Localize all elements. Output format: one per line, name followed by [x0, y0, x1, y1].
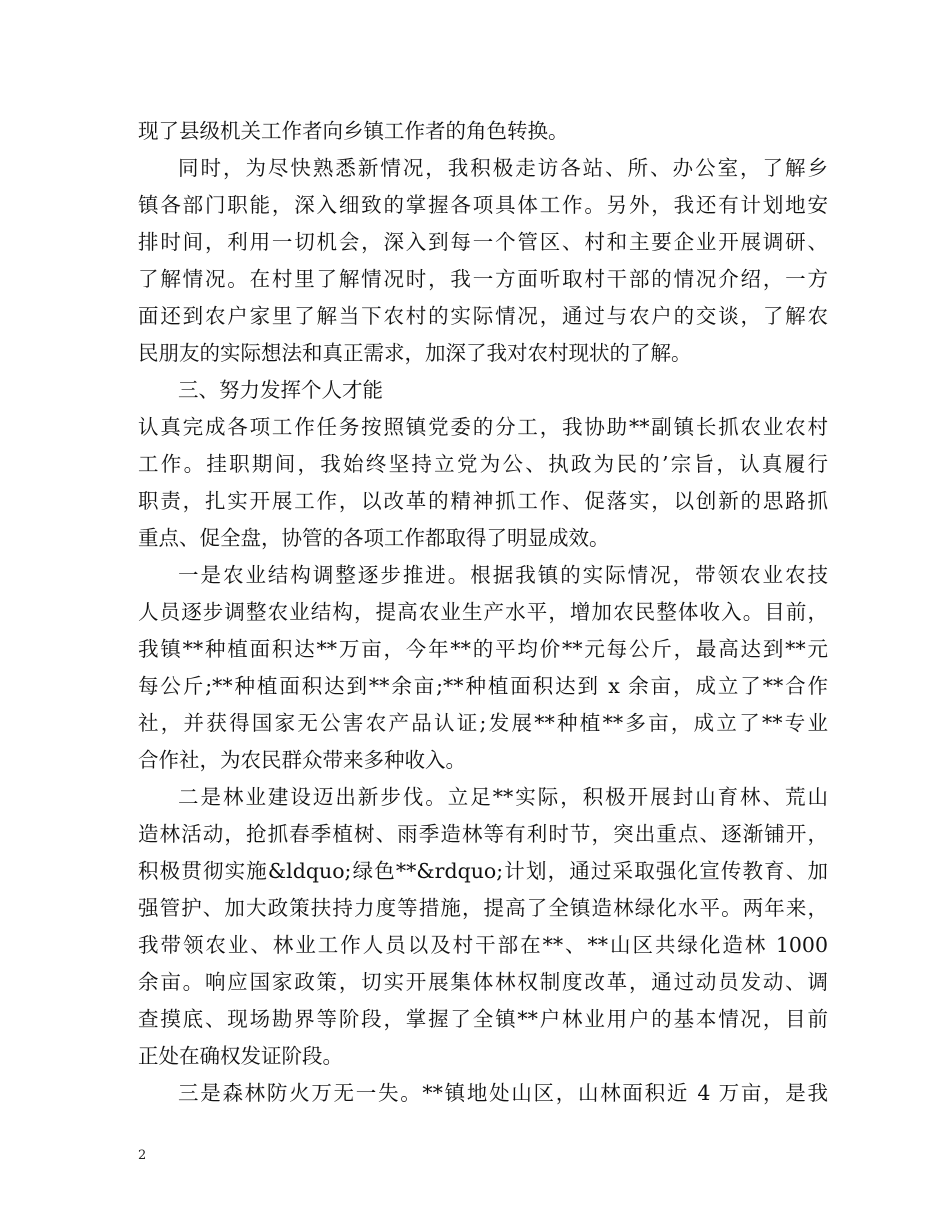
text-line: 强管护、加大政策扶持力度等措施，提高了全镇造林绿化水平。两年来， [138, 896, 828, 920]
text-line: 认真完成各项工作任务按照镇党委的分工，我协助**副镇长抓农业农村 [138, 415, 828, 439]
text-line: 二是林业建设迈出新步伐。立足**实际，积极开展封山育林、荒山 [178, 785, 828, 809]
text-line: 造林活动，抢抓春季植树、雨季造林等有利时节，突出重点、逐渐铺开， [138, 822, 828, 846]
text-line: 排时间，利用一切机会，深入到每一个管区、村和主要企业开展调研、 [138, 230, 828, 254]
text-line: 正处在确权发证阶段。 [138, 1044, 343, 1068]
text-line: 社，并获得国家无公害农产品认证;发展**种植**多亩，成立了**专业 [138, 711, 828, 735]
text-line: 我镇**种植面积达**万亩，今年**的平均价**元每公斤，最高达到**元 [138, 637, 828, 661]
text-line: 三是森林防火万无一失。**镇地处山区，山林面积近 4 万亩，是我 [178, 1081, 828, 1105]
text-line: 同时，为尽快熟悉新情况，我积极走访各站、所、办公室，了解乡 [178, 156, 828, 180]
text-line: 合作社，为农民群众带来多种收入。 [138, 748, 466, 772]
text-line: 人员逐步调整农业结构，提高农业生产水平，增加农民整体收入。目前， [138, 600, 828, 624]
text-line: 积极贯彻实施&ldquo;绿色**&rdquo;计划，通过采取强化宣传教育、加 [138, 859, 828, 883]
text-line: 面还到农户家里了解当下农村的实际情况，通过与农户的交谈，了解农 [138, 304, 828, 328]
page-number: 2 [138, 1148, 147, 1163]
section-heading: 三、努力发挥个人才能 [178, 378, 383, 402]
text-line: 现了县级机关工作者向乡镇工作者的角色转换。 [138, 119, 569, 143]
text-line: 查摸底、现场勘界等阶段，掌握了全镇**户林业用户的基本情况，目前 [138, 1007, 828, 1031]
text-line: 每公斤;**种植面积达到**余亩;**种植面积达到 x 余亩，成立了**合作 [138, 674, 828, 698]
text-line: 工作。挂职期间，我始终坚持立党为公、执政为民的’宗旨，认真履行 [138, 452, 828, 476]
text-line: 职责，扎实开展工作，以改革的精神抓工作、促落实，以创新的思路抓 [138, 489, 828, 513]
text-line: 民朋友的实际想法和真正需求，加深了我对农村现状的了解。 [138, 341, 692, 365]
text-line: 一是农业结构调整逐步推进。根据我镇的实际情况，带领农业农技 [178, 563, 828, 587]
text-line: 重点、促全盘，协管的各项工作都取得了明显成效。 [138, 526, 610, 550]
text-line: 镇各部门职能，深入细致的掌握各项具体工作。另外，我还有计划地安 [138, 193, 828, 217]
text-line: 余亩。响应国家政策，切实开展集体林权制度改革，通过动员发动、调 [138, 970, 828, 994]
text-line: 了解情况。在村里了解情况时，我一方面听取村干部的情况介绍，一方 [138, 267, 828, 291]
text-line: 我带领农业、林业工作人员以及村干部在**、**山区共绿化造林 1000 [138, 933, 828, 957]
